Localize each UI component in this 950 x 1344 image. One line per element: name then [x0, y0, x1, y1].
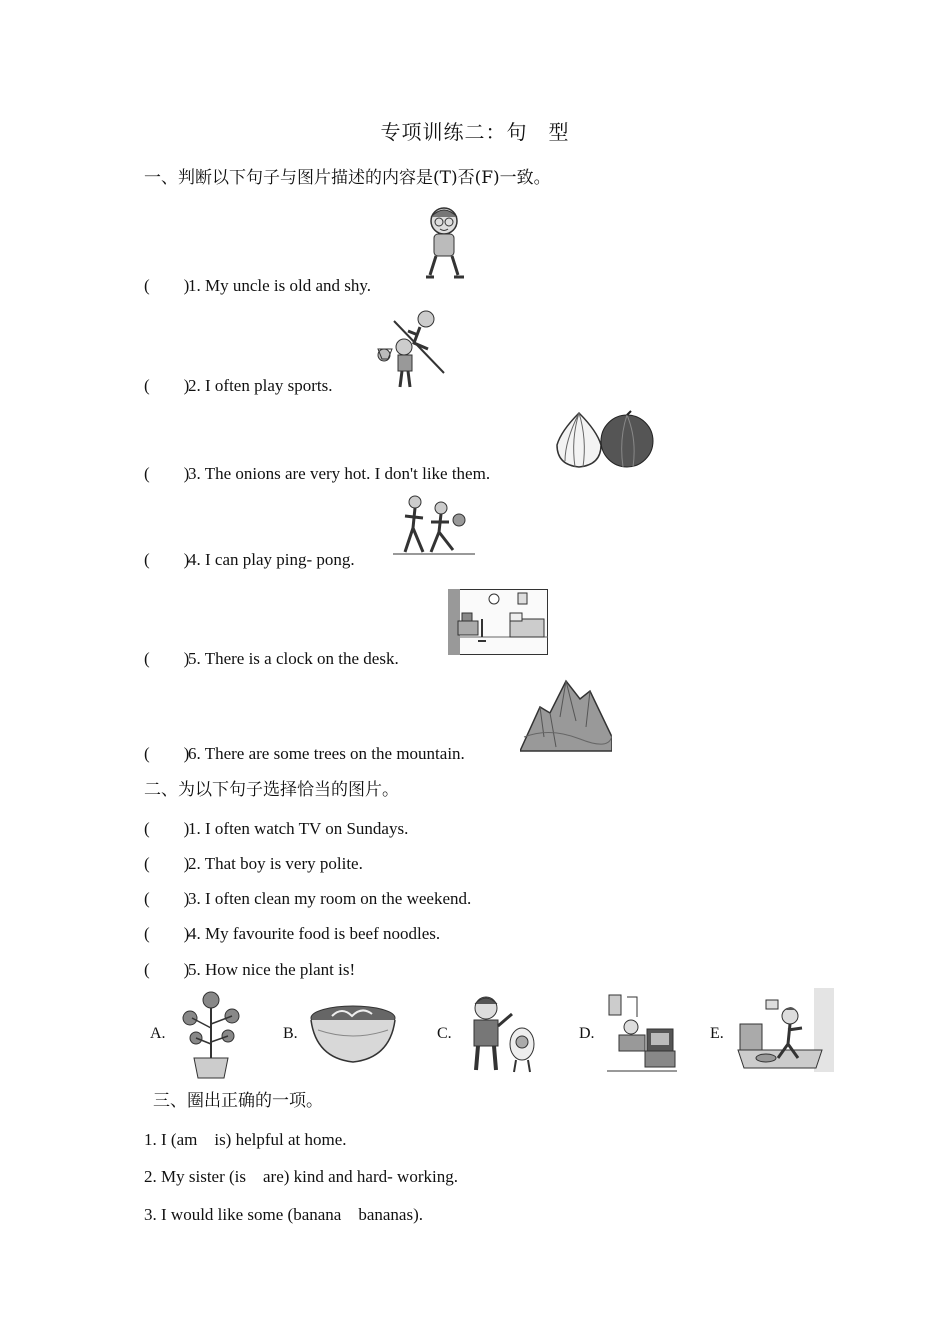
answer-blank[interactable]: ( ) [144, 924, 190, 943]
part1-item-6 [144, 739, 465, 764]
option-d-label: D. [579, 1025, 595, 1042]
part1-item-4 [144, 545, 355, 570]
onions-illustration [551, 409, 655, 469]
option-c-label: C. [437, 1025, 452, 1042]
answer-blank[interactable]: ( ) [144, 819, 190, 838]
sentence: 4. I can play ping- pong. [188, 550, 355, 569]
sentence: 3. I often clean my room on the weekend. [188, 889, 472, 908]
answer-blank[interactable]: ( ) [144, 649, 190, 668]
polite-boy-illustration [462, 992, 544, 1074]
basketball-players-illustration [374, 305, 446, 389]
part3-item-3[interactable]: 3. I would like some (banana bananas). [144, 1205, 423, 1224]
part2-item-3 [144, 884, 471, 909]
part1-item-1 [144, 271, 371, 296]
part3-heading: 三、圈出正确的一项。 [153, 1091, 323, 1111]
sentence: 2. I often play sports. [188, 376, 333, 395]
sentence: 1. My uncle is old and shy. [188, 276, 372, 295]
plant-pot-illustration [176, 988, 246, 1080]
bedroom-illustration [448, 589, 548, 655]
sentence: 5. There is a clock on the desk. [188, 649, 399, 668]
shy-man-illustration [418, 203, 470, 283]
part1-item-5 [144, 644, 399, 669]
answer-blank[interactable]: ( ) [144, 276, 190, 295]
sentence: 1. I often watch TV on Sundays. [188, 819, 409, 838]
part3-item-1[interactable]: 1. I (am is) helpful at home. [144, 1130, 347, 1149]
sentence: 6. There are some trees on the mountain. [188, 744, 465, 763]
mountain-illustration [520, 677, 612, 753]
cleaning-room-illustration [736, 988, 834, 1072]
option-e-label: E. [710, 1025, 724, 1042]
part2-item-4 [144, 919, 440, 944]
option-a-label: A. [150, 1025, 166, 1042]
sentence: 4. My favourite food is beef noodles. [188, 924, 441, 943]
part2-item-1 [144, 814, 408, 839]
sentence: 5. How nice the plant is! [188, 960, 356, 979]
answer-blank[interactable]: ( ) [144, 376, 190, 395]
sentence: 3. The onions are very hot. I don't like them. [188, 464, 491, 483]
option-b-label: B. [283, 1025, 298, 1042]
part3-item-2[interactable]: 2. My sister (is are) kind and hard- working. [144, 1167, 458, 1186]
answer-blank[interactable]: ( ) [144, 550, 190, 569]
part1-heading: 一、判断以下句子与图片描述的内容是(T)否(F)一致。 [144, 168, 551, 188]
sentence: 2. That boy is very polite. [188, 854, 363, 873]
answer-blank[interactable]: ( ) [144, 744, 190, 763]
answer-blank[interactable]: ( ) [144, 854, 190, 873]
basketball-match-illustration [391, 494, 475, 558]
part2-item-2 [144, 849, 363, 874]
part2-item-5 [144, 955, 355, 980]
noodle-bowl-illustration [308, 1002, 398, 1064]
watching-tv-illustration [607, 993, 677, 1073]
part1-item-2 [144, 371, 332, 396]
page-title: 专项训练二：句 型 [380, 120, 570, 144]
answer-blank[interactable]: ( ) [144, 889, 190, 908]
answer-blank[interactable]: ( ) [144, 960, 190, 979]
part1-item-3 [144, 459, 490, 484]
part2-heading: 二、为以下句子选择恰当的图片。 [144, 780, 399, 800]
answer-blank[interactable]: ( ) [144, 464, 190, 483]
